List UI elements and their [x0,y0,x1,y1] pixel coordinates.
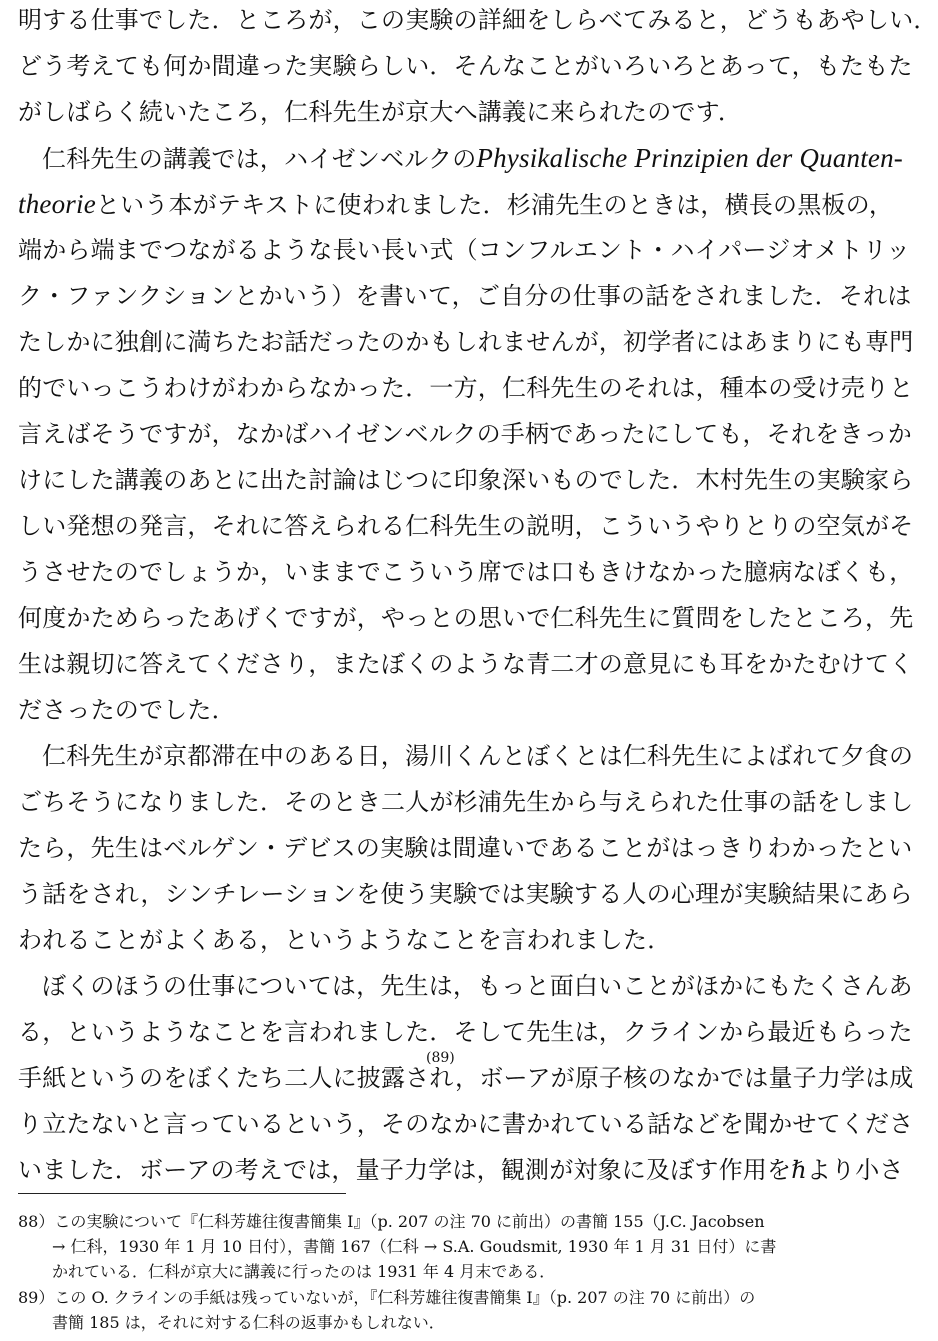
body-line: る，というようなことを言われました．そして先生は，クラインから最近もらった [18,1018,913,1046]
footnote-marker-89: (89) [426,1050,455,1066]
body-line: ぼくのほうの仕事については，先生は，もっと面白いことがほかにもたくさんあ [42,972,913,1000]
body-line: 生は親切に答えてくださり，またぼくのような青二才の意見にも耳をかたむけてく [18,650,914,678]
body-line: どう考えても何か間違った実験らしい．そんなことがいろいろとあって，もたもた [18,52,913,80]
body-line: り立たないと言っているという，そのなかに書かれている話などを聞かせてくださ [18,1110,914,1138]
body-line: がしばらく続いたころ，仁科先生が京大へ講義に来られたのです． [18,98,743,126]
book-title-italic: Physikalische Prinzipien der Quanten- [476,143,903,173]
footnote-88: 88）この実験について『仁科芳雄往復書簡集 I』（p. 207 の注 70 に前出）の書簡 155（J.C. Jacobsen [18,1212,765,1231]
footnote-88-cont: かれている．仁科が京大に講義に行ったのは 1931 年 4 月末である． [52,1262,556,1281]
body-line: われることがよくある，というようなことを言われました． [18,926,672,954]
body-line: うさせたのでしょうか，いままでこういう席では口もきけなかった臆病なぼくも， [18,558,914,586]
body-line: たら，先生はベルゲン・デビスの実験は間違いであることがはっきりわかったとい [18,834,913,862]
body-line: 明する仕事でした．ところが，この実験の詳細をしらべてみると，どうもあやしい． [18,6,938,34]
body-line: う話をされ，シンチレーションを使う実験では実験する人の心理が実験結果にあら [18,880,913,908]
footnote-89: 89）この O. クラインの手紙は残っていないが，『仁科芳雄往復書簡集 I』（p. 207 の注 70 に前出）の [18,1288,756,1307]
book-title-italic: theorie [18,189,96,219]
body-line: ごちそうになりました．そのとき二人が杉浦先生から与えられた仕事の話をしまし [18,788,914,816]
body-line [18,184,918,224]
body-line: ださったのでした． [18,696,236,724]
body-text: という本がテキストに使われました．杉浦先生のときは，横長の黒板の， [95,191,894,219]
body-line: 的でいっこうわけがわからなかった．一方，仁科先生のそれは，種本の受け売りと [18,374,914,402]
body-line: 仁科先生が京都滞在中のある日，湯川くんとぼくとは仁科先生によばれて夕食の [42,742,914,770]
footnote-rule [18,1193,346,1194]
body-line: ク・ファンクションとかいう）を書いて，ご自分の仕事の話をされました．それは [18,282,912,310]
body-line: 言えばそうですが，なかばハイゼンベルクの手柄であったにしても，それをきっか [18,420,912,448]
body-text: 仁科先生の講義では，ハイゼンベルクの [42,145,477,173]
body-line: たしかに独創に満ちたお話だったのかもしれませんが，初学者にはあまりにも専門 [18,328,914,356]
body-line: けにした講義のあとに出た討論はじつに印象深いものでした．木村先生の実験家ら [18,466,914,494]
body-line: 手紙というのをぼくたち二人に披露され，ボーアが原子核のなかでは量子力学は成 [18,1064,914,1092]
body-line [42,138,918,178]
body-line: しい発想の発言，それに答えられる仁科先生の説明，こういうやりとりの空気がそ [18,512,914,540]
body-line: いました．ボーアの考えでは，量子力学は，観測が対象に及ぼす作用をℏより小さ [18,1156,904,1184]
footnote-88-cont: → 仁科，1930 年 1 月 10 日付），書簡 167（仁科 → S.A. Goudsmit, 1930 年 1 月 31 日付）に書 [52,1237,777,1256]
footnote-89-cont: 書簡 185 は，それに対する仁科の返事かもしれない． [52,1313,445,1332]
body-line: 端から端までつながるような長い長い式（コンフルエント・ハイパージオメトリッ [18,236,911,264]
body-line: 何度かためらったあげくですが，やっとの思いで仁科先生に質問をしたところ，先 [18,604,914,632]
